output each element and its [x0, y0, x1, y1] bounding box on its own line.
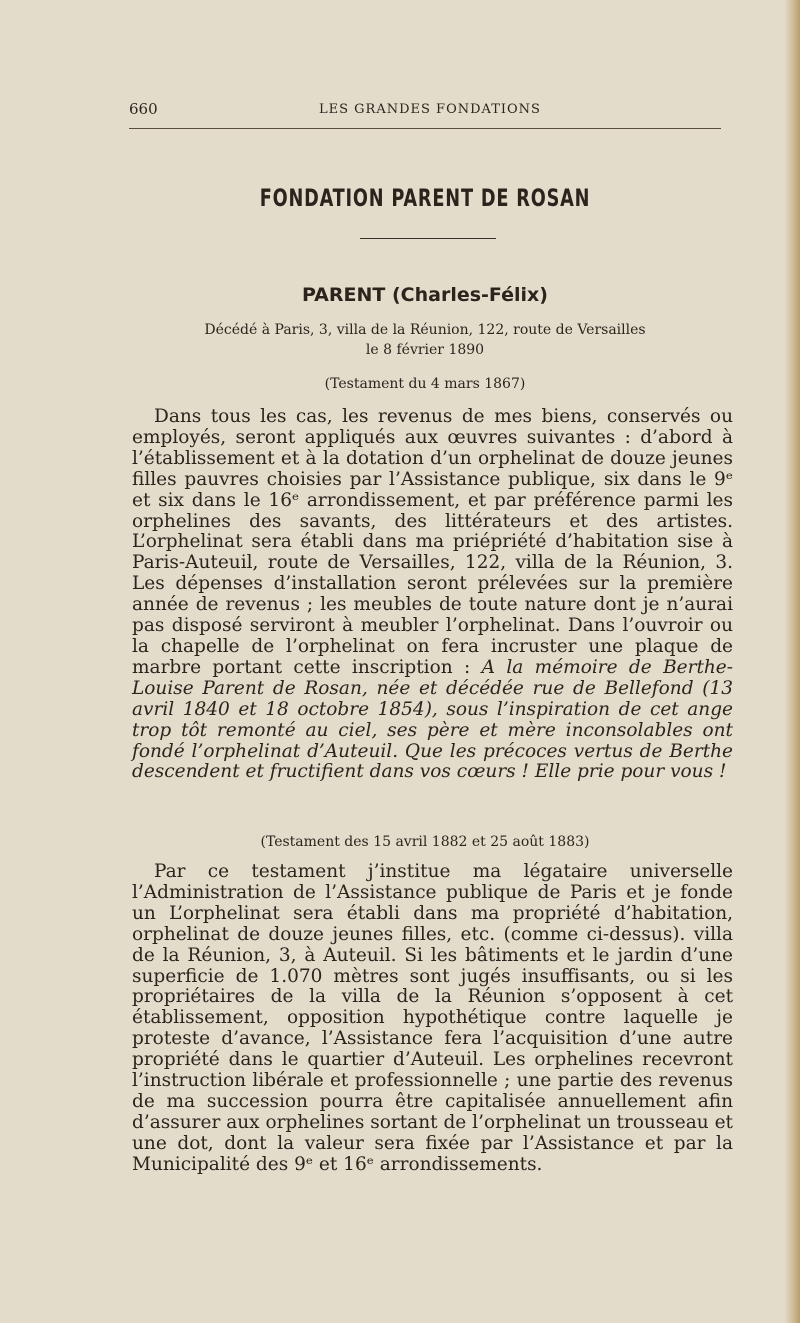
person-name: PARENT (Charles-Félix) — [302, 284, 548, 306]
paragraph-2-text: Par ce testament j’institue ma légataire universelle l’Administration de l’Assistance publique de Paris et je fonde un L’orphelinat sera établi dans ma propriété d’habitation, orphelinat de douze jeunes filles, etc. (comme ci-dessus). villa de la Réunion, 3, à Auteuil. Si les bâtiments et le jardin d’une superficie de 1.070 mètres sont jugés insuffisants, ou si les propriétaires de la villa de la Réunion s’opposent à cet établissement, opposition hypothétique contre laquelle je proteste d’avance, l’Assistance fera l’acquisition d’une autre propriété dans le quartier d’Auteuil. Les orphelines recevront l’instruction libérale et professionnelle ; une partie des revenus de ma succession pourra être capitalisée annuellement afin d’assurer aux orphelines sortant de l’orphelinat un trousseau et une dot, dont la valeur sera fixée par l’Assistance et par la Municipalité des 9ᵉ et 16ᵉ arrondissements. — [132, 861, 733, 1175]
running-title: LES GRANDES FONDATIONS — [319, 102, 541, 117]
testament-heading-2: (Testament des 15 avril 1882 et 25 août 1883) — [260, 834, 590, 850]
death-place-line: Décédé à Paris, 3, villa de la Réunion, 122, route de Versailles — [204, 322, 646, 338]
paragraph-1 — [132, 407, 733, 783]
page-title: FONDATION PARENT DE ROSAN — [259, 184, 591, 212]
paragraph-2 — [132, 862, 733, 1176]
death-date-line: le 8 février 1890 — [365, 342, 485, 358]
memorial-inscription: A la mémoire de Berthe-Louise Parent de Rosan, née et décédée rue de Bellefond (13 avril 1840 et 18 octobre 1854), sous l’inspiration de cet ange trop tôt remonté au ciel, ses père et mère inconsolables ont fondé l’orphelinat d’Auteuil. Que les précoces vertus de Berthe descendent et fructifient dans vos cœurs ! Elle prie pour vous ! — [132, 656, 734, 783]
testament-heading-1: (Testament du 4 mars 1867) — [324, 376, 526, 392]
paragraph-1-text: Dans tous les cas, les revenus de mes biens, conservés ou employés, seront appliqués aux œuvres suivantes : d’abord à l’établissement et à la dotation d’un orphelinat de douze jeunes filles pauvres choisies par l’Assistance publique, six dans le 9ᵉ et six dans le 16ᵉ arrondissement, et par préférence parmi les orphelines des savants, des littérateurs et des artistes. L’orphelinat sera établi dans ma priépriété d’habitation sise à Paris-Auteuil, route de Versailles, 122, villa de la Réunion, 3. Les dépenses d’installation seront prélevées sur la première année de revenus ; les meubles de toute nature dont je n’aurai pas disposé serviront à meubler l’orphelinat. Dans l’ouvroir ou la chapelle de l’orphelinat on fera incruster une plaque de marbre portant cette inscription : — [132, 406, 733, 678]
title-divider — [360, 238, 496, 239]
page-edge — [784, 0, 800, 1323]
page-number: 660 — [129, 100, 158, 118]
header-divider — [129, 128, 721, 129]
